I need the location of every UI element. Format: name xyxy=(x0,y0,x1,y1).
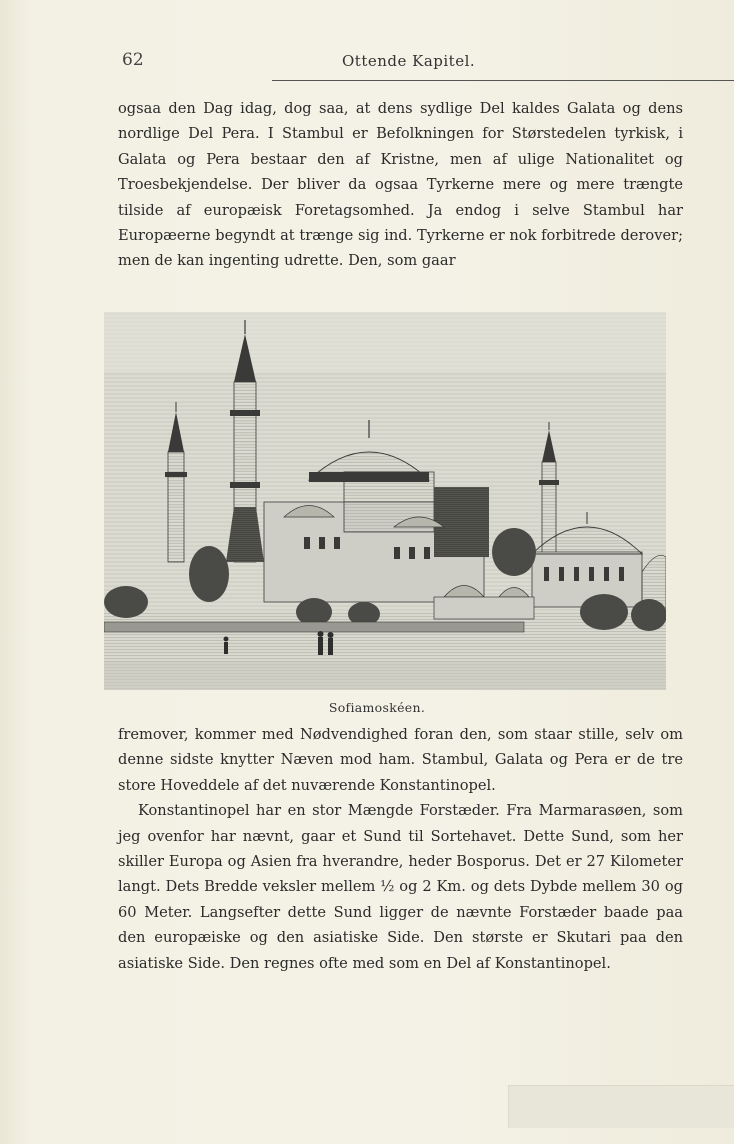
front-wall xyxy=(104,622,524,632)
engraving-figure xyxy=(104,312,666,690)
caption-text: Sofiamoskéen. xyxy=(328,700,426,715)
scan-corner-mark xyxy=(508,1085,734,1128)
paragraph-1: fremover, kommer med Nødvendighed foran den, som staar stille, selv om denne sidste knytter Næven mod ham. Stambul, Galata og Pera er de tre store Hoveddele af det nuværende Konstantinopel. xyxy=(118,726,683,794)
page-number: 62 xyxy=(122,50,144,70)
paragraph-top: ogsaa den Dag idag, dog saa, at dens sydlige Del kaldes Galata og dens nordlige Del Pera. I Stambul er Befolkningen for Størstedelen tyrkisk, i Galata og Pera bestaar den af Kristne, men af ulige Nationalitet og Troesbekjendelse. Der bliver da ogsaa Tyrkerne mere og mere trængte tilside af europæisk Foretagsomhed. Ja endog i selve Stambul har Europæerne begyndt at trænge sig ind. Tyrkerne er nok forbitrede derover; men de kan ingenting udrette. Den, som gaar xyxy=(118,100,683,270)
text-block-top xyxy=(118,96,683,274)
paragraph-2: Konstantinopel har en stor Mængde Forstæder. Fra Marmarasøen, som jeg ovenfor har nævnt, gaar et Sund til Sortehavet. Dette Sund, som her skiller Europa og Asien fra hverandre, heder Bosporus. Det er 27 Kilometer langt. Dets Bredde veksler mellem ½ og 2 Km. og dets Dybde mellem 30 og 60 Meter. Langsefter dette Sund ligger de nævnte Forstæder baade paa den europæiske og den asiatiske Side. Den største er Skutari paa den asiatiske Side. Den regnes ofte med som en Del af Konstantinopel. xyxy=(118,802,683,972)
header-rule xyxy=(272,80,734,81)
running-head: Ottende Kapitel. xyxy=(342,52,476,70)
text-block-bottom xyxy=(118,722,683,976)
page-header xyxy=(122,50,682,80)
figure-caption xyxy=(0,700,734,715)
hagia-sophia-engraving xyxy=(104,312,666,690)
